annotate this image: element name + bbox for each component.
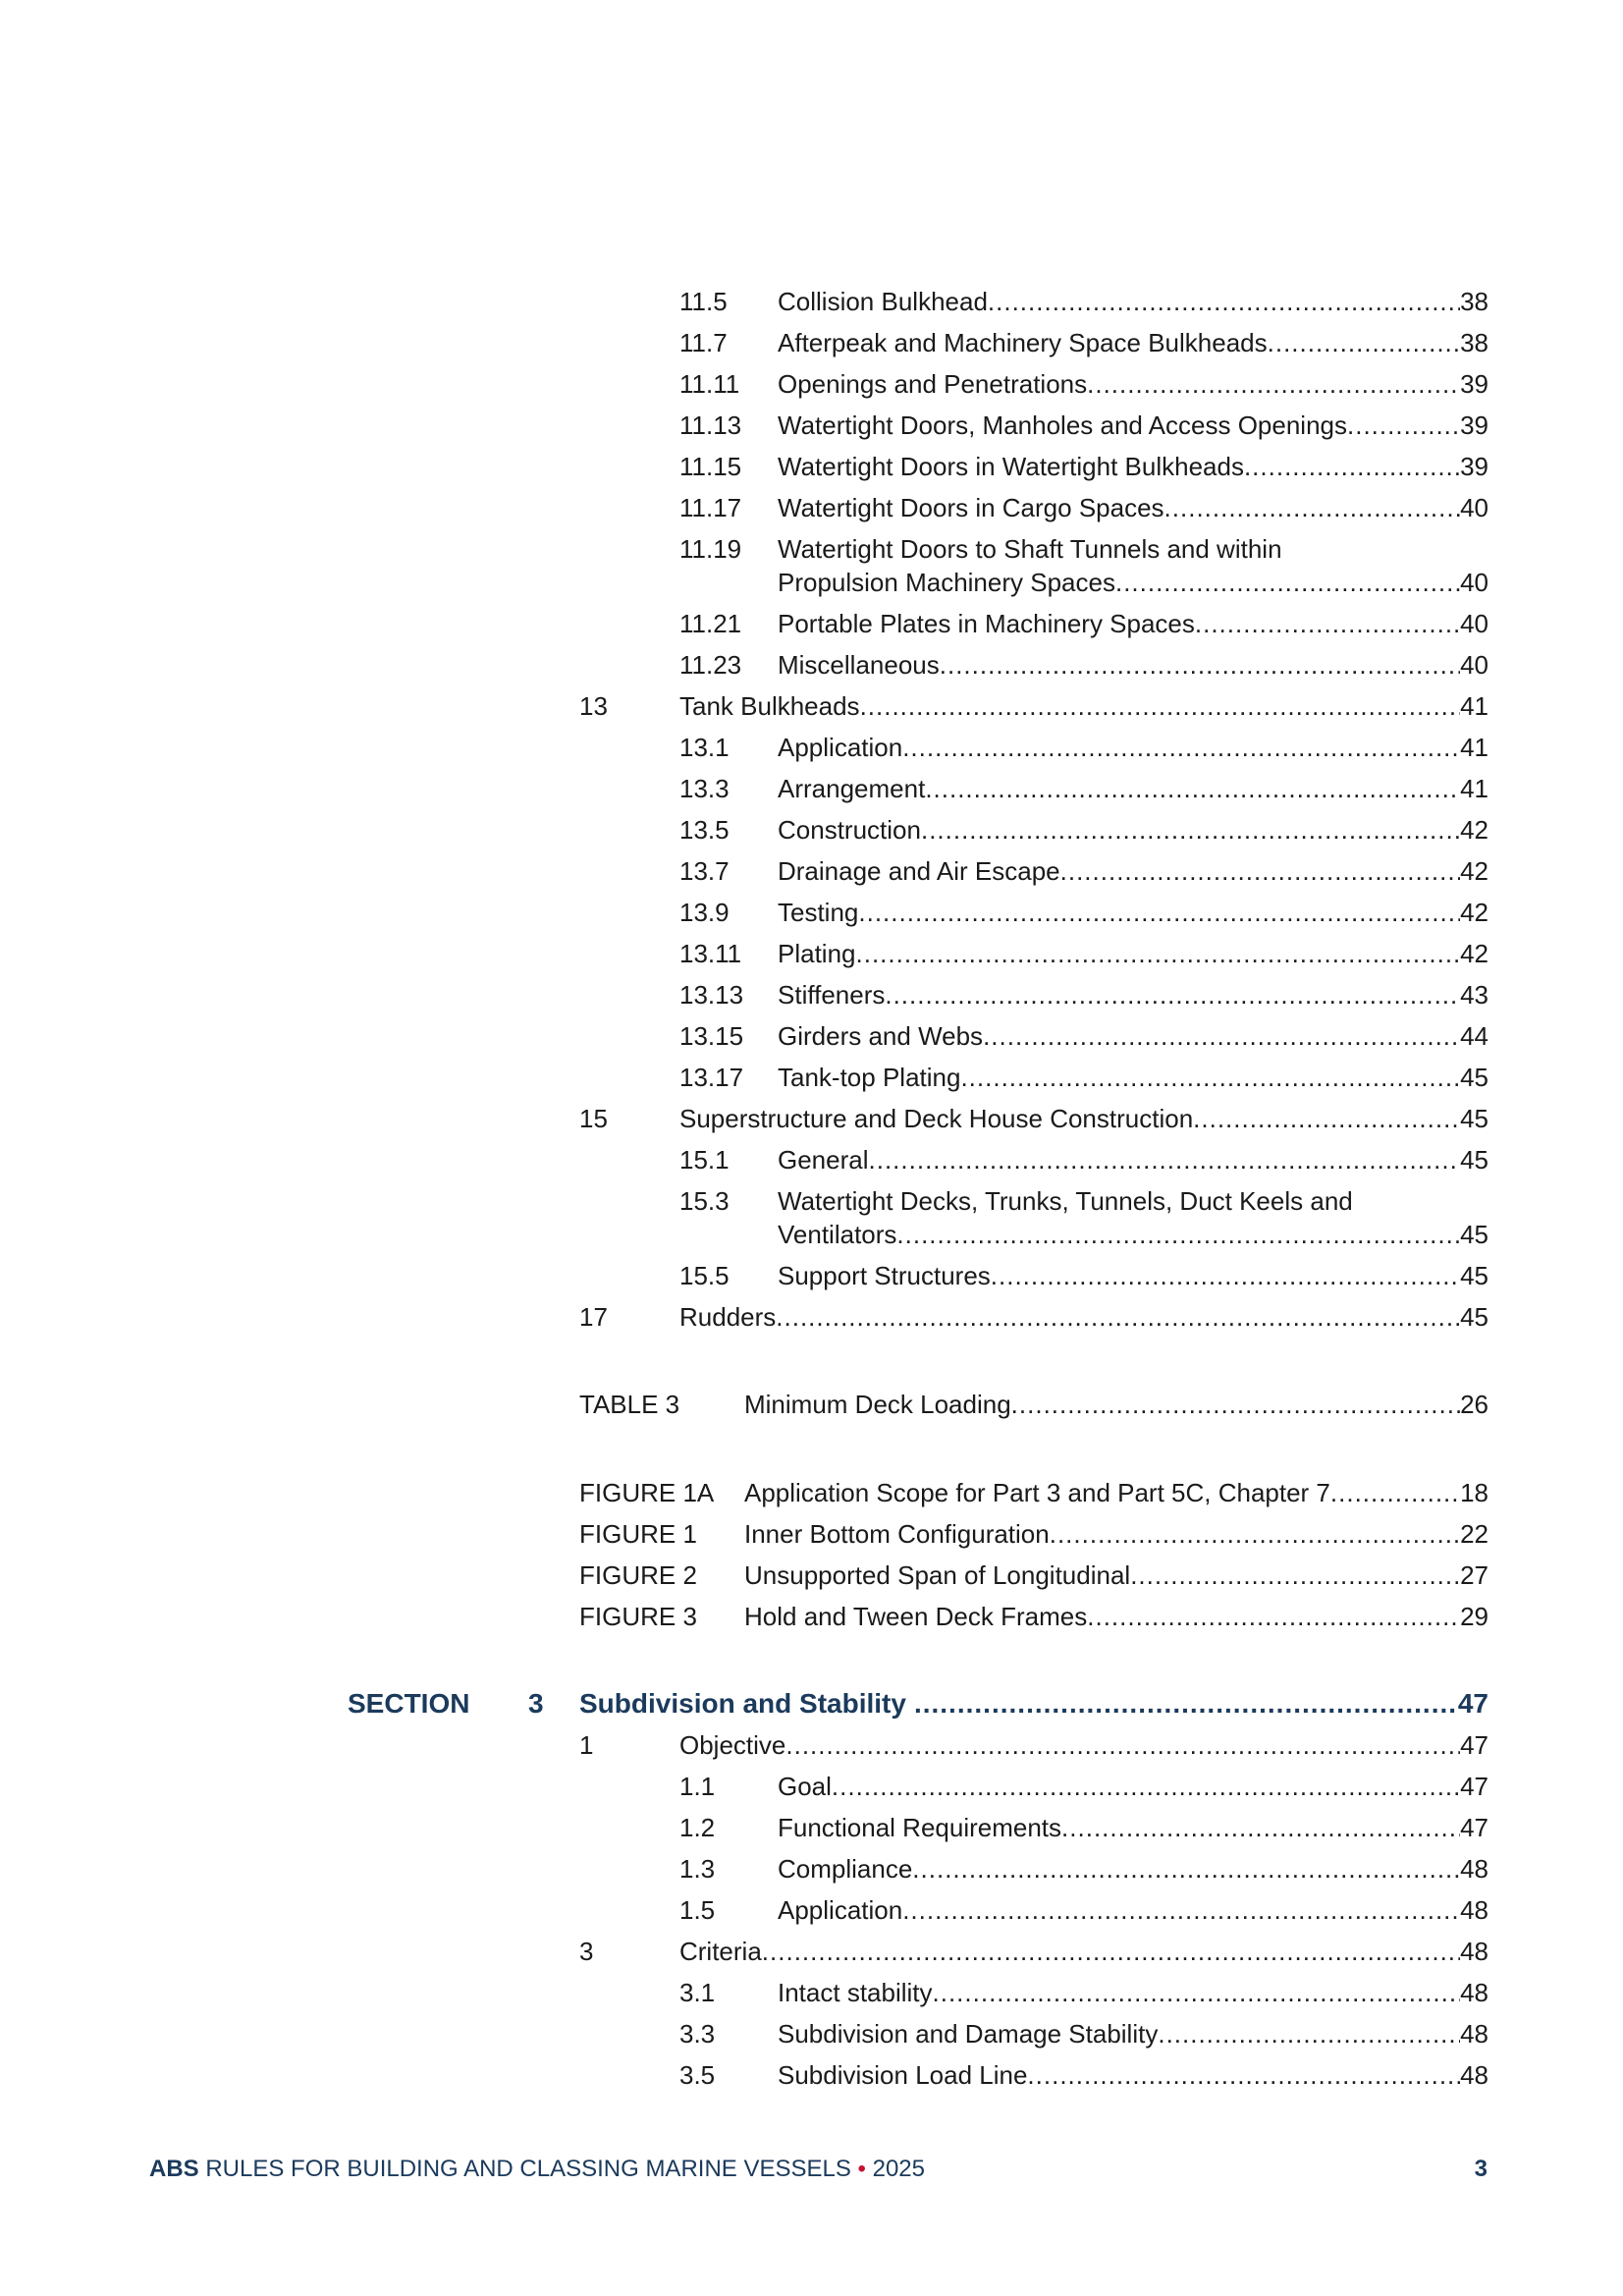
toc-entry[interactable] xyxy=(679,813,1488,847)
entry-title: Support Structures xyxy=(778,1261,991,1290)
entry-title: Openings and Penetrations xyxy=(778,369,1088,399)
entry-number: 13.1 xyxy=(679,733,730,762)
entry-title: Watertight Doors in Watertight Bulkheads xyxy=(778,452,1244,481)
figure-title: Application Scope for Part 3 and Part 5C, Chapter 7 xyxy=(744,1478,1330,1507)
toc-entry[interactable] xyxy=(679,1893,1488,1927)
figure-number: FIGURE 1A xyxy=(579,1478,715,1507)
table-page: 26 xyxy=(1460,1390,1488,1419)
toc-entry[interactable] xyxy=(679,854,1488,888)
entry-number: 17 xyxy=(579,1302,608,1332)
entry-number: 11.13 xyxy=(679,410,742,440)
entry-title: Collision Bulkhead xyxy=(778,287,988,316)
entry-title: Superstructure and Deck House Construction xyxy=(679,1104,1194,1133)
toc-entry[interactable] xyxy=(679,367,1488,401)
entry-title: Watertight Doors in Cargo Spaces xyxy=(778,493,1164,522)
figure-number: FIGURE 1 xyxy=(579,1519,697,1549)
figure-page: 29 xyxy=(1460,1602,1488,1631)
toc-figure-entry[interactable] xyxy=(579,1558,1488,1592)
toc-entry-number: 11.19 xyxy=(679,534,742,564)
entry-number: 1 xyxy=(579,1730,594,1760)
leader-dots xyxy=(885,978,1460,1011)
leader-dots xyxy=(960,1061,1460,1094)
entry-number: 1.3 xyxy=(679,1854,716,1884)
entry-number: 13.15 xyxy=(679,1021,744,1051)
entry-page: 40 xyxy=(1460,650,1488,680)
entry-number: 13 xyxy=(579,691,608,721)
entry-title: Arrangement xyxy=(778,774,926,803)
section-label: SECTION xyxy=(348,1688,470,1719)
toc-table-entry[interactable] xyxy=(579,1388,1488,1421)
leader-dots xyxy=(1195,607,1460,640)
toc-entry[interactable] xyxy=(679,285,1488,318)
toc-entry[interactable] xyxy=(679,772,1488,805)
entry-title: Intact stability xyxy=(778,1978,933,2007)
entry-title: Testing xyxy=(778,898,859,927)
page-footer xyxy=(149,2155,1488,2184)
entry-number: 11.17 xyxy=(679,493,742,522)
entry-page: 38 xyxy=(1460,287,1488,316)
entry-title: Rudders xyxy=(679,1302,777,1332)
leader-dots xyxy=(1330,1476,1460,1509)
toc-entry[interactable] xyxy=(679,1019,1488,1053)
figure-title: Hold and Tween Deck Frames xyxy=(744,1602,1088,1631)
entry-page: 48 xyxy=(1460,1937,1488,1966)
footer-title: RULES FOR BUILDING AND CLASSING MARINE VESSELS xyxy=(198,2156,858,2182)
entry-title: Tank Bulkheads xyxy=(679,691,860,721)
toc-entry[interactable] xyxy=(679,2017,1488,2050)
figure-title: Unsupported Span of Longitudinal xyxy=(744,1560,1131,1590)
entry-page: 48 xyxy=(1460,2019,1488,2049)
entry-page: 48 xyxy=(1460,1978,1488,2007)
entry-page: 45 xyxy=(1460,1302,1488,1332)
toc-entry[interactable] xyxy=(679,409,1488,442)
entry-title: Drainage and Air Escape xyxy=(778,856,1060,886)
entry-title: Construction xyxy=(778,815,921,845)
entry-number: 13.17 xyxy=(679,1063,744,1092)
entry-page: 41 xyxy=(1460,691,1488,721)
entry-number: 15.1 xyxy=(679,1145,730,1175)
table-title: Minimum Deck Loading xyxy=(744,1390,1011,1419)
entry-number: 13.9 xyxy=(679,898,730,927)
entry-number: 1.1 xyxy=(679,1772,716,1801)
leader-dots xyxy=(896,1218,1460,1251)
leader-dots xyxy=(921,813,1460,847)
toc-figure-entry[interactable] xyxy=(579,1600,1488,1633)
leader-dots xyxy=(869,1143,1461,1176)
entry-page: 42 xyxy=(1460,939,1488,968)
entry-title: Application xyxy=(778,733,903,762)
leader-dots xyxy=(1193,1102,1460,1135)
toc-entry[interactable] xyxy=(679,1061,1488,1094)
section-title: Subdivision and Stability xyxy=(579,1688,906,1719)
entry-page: 42 xyxy=(1460,856,1488,886)
entry-page: 47 xyxy=(1460,1813,1488,1842)
toc-entry[interactable] xyxy=(679,1811,1488,1844)
entry-page: 45 xyxy=(1460,1063,1488,1092)
leader-dots xyxy=(856,937,1461,970)
entry-page: 42 xyxy=(1460,815,1488,845)
entry-number: 11.15 xyxy=(679,452,742,481)
entry-title: Tank-top Plating xyxy=(778,1063,961,1092)
leader-dots xyxy=(1130,1558,1460,1592)
entry-title: Functional Requirements xyxy=(778,1813,1062,1842)
entry-page: 43 xyxy=(1460,980,1488,1010)
entry-page: 44 xyxy=(1460,1021,1488,1051)
leader-dots xyxy=(1164,491,1461,524)
entry-title: Goal xyxy=(778,1772,832,1801)
leader-dots xyxy=(912,1852,1460,1886)
entry-number: 13.5 xyxy=(679,815,730,845)
entry-number: 11.23 xyxy=(679,650,742,680)
leader-dots xyxy=(858,896,1460,929)
entry-number: 15 xyxy=(579,1104,608,1133)
entry-page: 48 xyxy=(1460,2060,1488,2090)
leader-dots xyxy=(1050,1517,1460,1551)
entry-title: Girders and Webs xyxy=(778,1021,984,1051)
toc-entry[interactable] xyxy=(679,607,1488,640)
entry-number: 3.1 xyxy=(679,1978,716,2007)
leader-dots xyxy=(860,689,1461,723)
entry-number: 1.2 xyxy=(679,1813,716,1842)
entry-number: 3.3 xyxy=(679,2019,716,2049)
leader-dots xyxy=(1268,326,1460,359)
leader-dots xyxy=(1011,1388,1460,1421)
leader-dots xyxy=(1347,409,1460,442)
entry-page: 40 xyxy=(1460,493,1488,522)
entry-page: 39 xyxy=(1460,369,1488,399)
entry-number: 13.13 xyxy=(679,980,744,1010)
entry-title: Watertight Doors, Manholes and Access Openings xyxy=(778,410,1347,440)
entry-page: 40 xyxy=(1460,609,1488,638)
toc-entry[interactable] xyxy=(679,491,1488,524)
entry-title: Subdivision Load Line xyxy=(778,2060,1028,2090)
toc-entry[interactable] xyxy=(679,1770,1488,1803)
entry-page: 45 xyxy=(1460,1220,1488,1249)
leader-dots xyxy=(1087,367,1460,401)
toc-entry-title-line1[interactable]: Watertight Doors to Shaft Tunnels and within xyxy=(778,534,1282,564)
entry-number: 3.5 xyxy=(679,2060,716,2090)
figure-page: 27 xyxy=(1460,1560,1488,1590)
toc-entry[interactable] xyxy=(778,566,1488,599)
leader-dots xyxy=(1115,566,1460,599)
entry-number: 1.5 xyxy=(679,1895,716,1925)
entry-title: Objective xyxy=(679,1730,786,1760)
toc-entry[interactable] xyxy=(679,896,1488,929)
leader-dots xyxy=(991,1259,1460,1292)
entry-number: 11.5 xyxy=(679,287,728,316)
entry-page: 45 xyxy=(1460,1261,1488,1290)
toc-entry[interactable] xyxy=(679,1976,1488,2009)
leader-dots xyxy=(988,285,1460,318)
entry-title: Plating xyxy=(778,939,856,968)
entry-title: Afterpeak and Machinery Space Bulkheads xyxy=(778,328,1268,357)
footer-bullet: • xyxy=(857,2156,866,2182)
leader-dots xyxy=(785,1728,1460,1762)
leader-dots xyxy=(776,1300,1460,1334)
leader-dots xyxy=(1158,2017,1460,2050)
leader-dots xyxy=(902,1893,1460,1927)
leader-dots xyxy=(914,1687,1458,1721)
entry-page: 45 xyxy=(1460,1104,1488,1133)
toc-entry[interactable] xyxy=(679,731,1488,764)
entry-title: Compliance xyxy=(778,1854,913,1884)
entry-title: General xyxy=(778,1145,869,1175)
entry-number: 13.11 xyxy=(679,939,742,968)
entry-title-line2: Ventilators xyxy=(778,1220,897,1249)
entry-title: Subdivision and Damage Stability xyxy=(778,2019,1159,2049)
page-number: 3 xyxy=(1474,2156,1488,2182)
toc-entry[interactable] xyxy=(679,937,1488,970)
toc-entry-title-line1[interactable]: Watertight Decks, Trunks, Tunnels, Duct Keels and xyxy=(778,1186,1353,1216)
toc-entry[interactable] xyxy=(679,326,1488,359)
figure-number: FIGURE 3 xyxy=(579,1602,697,1631)
figure-title: Inner Bottom Configuration xyxy=(744,1519,1050,1549)
entry-number: 13.7 xyxy=(679,856,730,886)
toc-entry[interactable] xyxy=(579,1102,1488,1135)
section-page: 47 xyxy=(1457,1688,1488,1719)
entry-page: 45 xyxy=(1460,1145,1488,1175)
leader-dots xyxy=(1087,1600,1460,1633)
toc-entry[interactable] xyxy=(679,1852,1488,1886)
entry-page: 41 xyxy=(1460,733,1488,762)
toc-entry[interactable] xyxy=(579,1300,1488,1334)
leader-dots xyxy=(933,1976,1461,2009)
figure-page: 18 xyxy=(1460,1478,1488,1507)
leader-dots xyxy=(832,1770,1460,1803)
entry-title: Miscellaneous xyxy=(778,650,940,680)
leader-dots xyxy=(925,772,1460,805)
toc-entry[interactable] xyxy=(679,648,1488,682)
leader-dots xyxy=(983,1019,1460,1053)
entry-title-line2: Propulsion Machinery Spaces xyxy=(778,568,1115,597)
leader-dots xyxy=(1027,2058,1460,2092)
toc-entry[interactable] xyxy=(679,978,1488,1011)
entry-page: 42 xyxy=(1460,898,1488,927)
leader-dots xyxy=(1244,450,1460,483)
leader-dots xyxy=(1060,854,1460,888)
section-heading[interactable] xyxy=(579,1687,1488,1721)
footer-brand: ABS xyxy=(149,2156,199,2182)
toc-figure-entry[interactable] xyxy=(579,1517,1488,1551)
entry-title: Portable Plates in Machinery Spaces xyxy=(778,609,1195,638)
entry-number: 11.7 xyxy=(679,328,728,357)
toc-entry[interactable] xyxy=(579,689,1488,723)
entry-page: 39 xyxy=(1460,410,1488,440)
entry-number: 11.21 xyxy=(679,609,742,638)
entry-title: Stiffeners xyxy=(778,980,886,1010)
footer-year: 2025 xyxy=(865,2156,925,2182)
toc-figure-entry[interactable] xyxy=(579,1476,1488,1509)
entry-page: 41 xyxy=(1460,774,1488,803)
leader-dots xyxy=(940,648,1460,682)
toc-entry[interactable] xyxy=(679,1143,1488,1176)
toc-entry[interactable] xyxy=(778,1218,1488,1251)
entry-page: 48 xyxy=(1460,1854,1488,1884)
entry-page: 39 xyxy=(1460,452,1488,481)
table-number: TABLE 3 xyxy=(579,1390,680,1419)
figure-page: 22 xyxy=(1460,1519,1488,1549)
entry-number: 3 xyxy=(579,1937,594,1966)
entry-page: 48 xyxy=(1460,1895,1488,1925)
toc-entry[interactable] xyxy=(679,450,1488,483)
entry-page: 38 xyxy=(1460,328,1488,357)
leader-dots xyxy=(902,731,1460,764)
toc-entry-number: 15.3 xyxy=(679,1186,730,1216)
toc-entry[interactable] xyxy=(579,1935,1488,1968)
leader-dots xyxy=(762,1935,1460,1968)
entry-number: 15.5 xyxy=(679,1261,730,1290)
entry-page: 40 xyxy=(1460,568,1488,597)
entry-title: Criteria xyxy=(679,1937,762,1966)
entry-number: 13.3 xyxy=(679,774,730,803)
leader-dots xyxy=(1061,1811,1460,1844)
section-number: 3 xyxy=(528,1688,544,1719)
toc-entry[interactable] xyxy=(579,1728,1488,1762)
entry-page: 47 xyxy=(1460,1772,1488,1801)
entry-page: 47 xyxy=(1460,1730,1488,1760)
entry-title: Application xyxy=(778,1895,903,1925)
figure-number: FIGURE 2 xyxy=(579,1560,697,1590)
toc-entry[interactable] xyxy=(679,1259,1488,1292)
entry-number: 11.11 xyxy=(679,369,740,399)
toc-entry[interactable] xyxy=(679,2058,1488,2092)
